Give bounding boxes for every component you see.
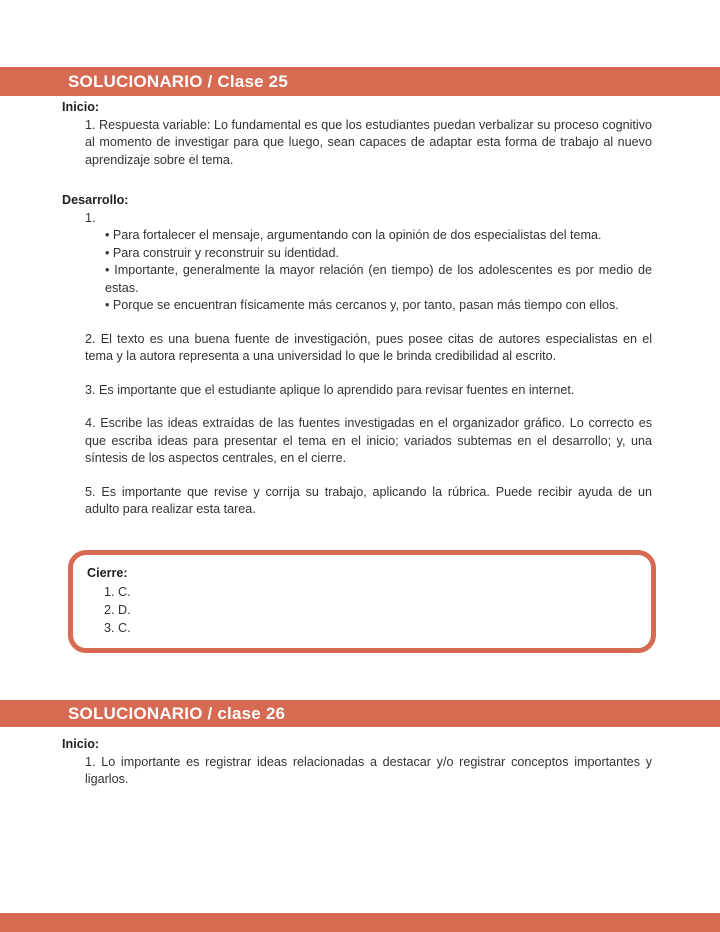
cierre-answer: 3. C. [104,620,131,635]
cierre-answer: 1. C. [104,584,131,599]
class25-content [62,99,652,519]
inicio-heading: Inicio: [62,737,100,751]
bullet-item: • Importante, generalmente la mayor relación (en tiempo) de los adolescentes es por medio de estas. [105,263,652,295]
cierre-answer: 2. D. [104,602,131,617]
desarrollo-heading: Desarrollo: [62,193,129,207]
cierre-box [68,550,656,653]
desarrollo-answer-5: 5. Es importante que revise y corrija su trabajo, aplicando la rúbrica. Puede recibir ayuda de un adulto para realizar esta tarea. [85,484,652,516]
class26-content [62,736,652,789]
class26-header-title: SOLUCIONARIO / clase 26 [68,703,286,723]
bullet-item: • Para construir y reconstruir su identidad. [105,245,339,260]
desarrollo-answer-2: 2. El texto es una buena fuente de investigación, pues posee citas de autores especialistas en el tema y la autora representa a una universidad lo que le brinda credibilidad al escrito. [85,331,652,363]
inicio-heading: Inicio: [62,100,100,114]
desarrollo-answer-4: 4. Escribe las ideas extraídas de las fuentes investigadas en el organizador gráfico. Lo correcto es que escriba ideas para presentar el tema en el inicio; variados subtemas en el desarrollo; y, una síntesis de los aspectos centrales, en el cierre. [85,416,652,465]
cierre-answer-list [104,583,637,637]
desarrollo-bullet-list [105,227,652,315]
desarrollo-answer-3: 3. Es importante que el estudiante aplique lo aprendido para revisar fuentes en internet. [85,382,575,397]
bullet-item: • Para fortalecer el mensaje, argumentando con la opinión de dos especialistas del tema. [105,228,602,242]
class25-header-title: SOLUCIONARIO / Clase 25 [68,71,288,91]
class26-header-bar [0,700,720,727]
inicio-answer-1: 1. Respuesta variable: Lo fundamental es que los estudiantes puedan verbalizar su proceso cognitivo al momento de investigar para que luego, sean capaces de adaptar esta forma de trabajo al nuevo aprendizaje sobre el tema. [85,117,652,167]
class25-header-bar [0,67,720,96]
bullet-item: • Porque se encuentran físicamente más cercanos y, por tanto, pasan más tiempo con ellos. [105,298,619,312]
footer-bar [0,913,720,932]
inicio-answer-1: 1. Lo importante es registrar ideas relacionadas a destacar y/o registrar conceptos importantes y ligarlos. [85,754,652,786]
desarrollo-item-number: 1. [85,210,96,225]
cierre-heading: Cierre: [87,566,128,580]
